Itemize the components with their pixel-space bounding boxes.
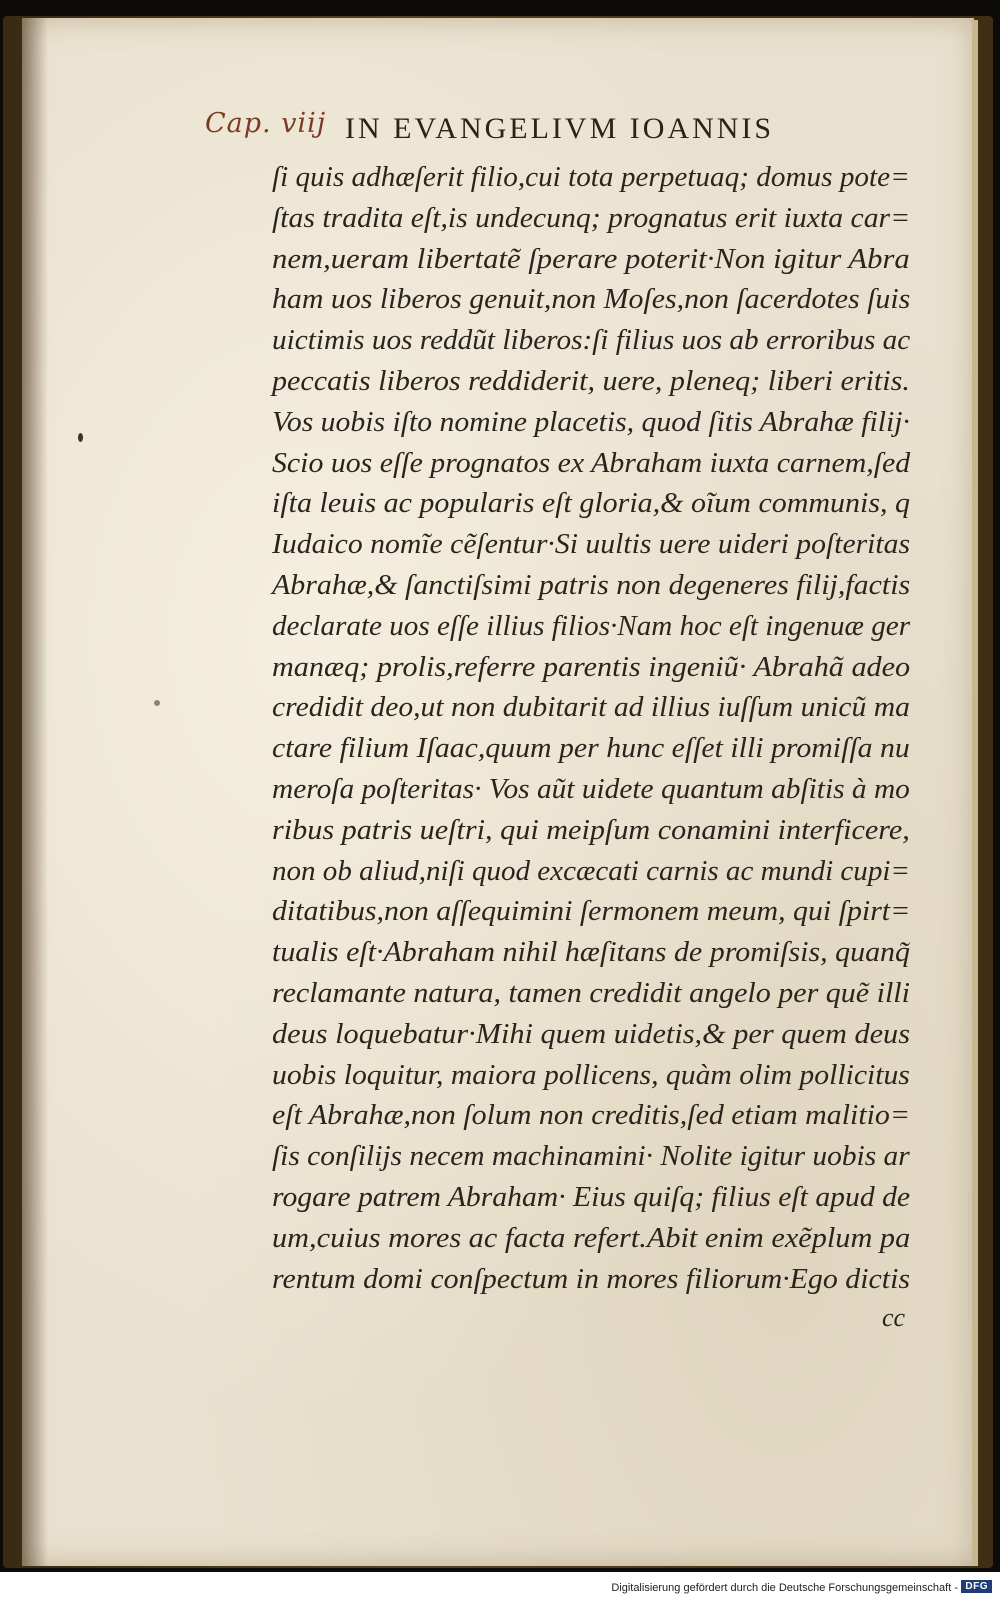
text-line: ham uos liberos genuit,non Moſes,non ſacerdotes ſuis bbox=[272, 283, 911, 316]
text-line: uobis loquitur, maiora pollicens, quàm olim pollicitus bbox=[272, 1058, 910, 1091]
text-line: deus loquebatur·Mihi quem uidetis,& per quem deus bbox=[272, 1017, 911, 1050]
text-line: Scio uos eſſe prognatos ex Abraham iuxta carnem,ſed bbox=[272, 446, 911, 479]
body-text bbox=[272, 157, 922, 1299]
text-line: iſta leuis ac popularis eſt gloria,& oĩum communis, q bbox=[272, 487, 911, 520]
page-edge bbox=[972, 20, 978, 1566]
text-line: ditatibus,non aſſequimini ſermonem meum, qui ſpirt= bbox=[272, 895, 911, 928]
text-line: meroſa poſteritas· Vos aũt uidete quantum abſitis à mo bbox=[272, 772, 910, 805]
text-line: um,cuius mores ac facta refert.Abit enim exẽplum pa bbox=[272, 1221, 911, 1254]
text-line: Abrahæ,& ſanctiſsimi patris non degeneres filij,factis bbox=[272, 568, 911, 601]
text-line: Iudaico nomĩe cẽſentur·Si uultis uere uideri poſteritas bbox=[272, 528, 911, 561]
text-line: ſtas tradita eſt,is undecunq; prognatus erit iuxta car= bbox=[272, 201, 911, 234]
text-line: rogare patrem Abraham· Eius quiſq; filius eſt apud de bbox=[272, 1180, 911, 1213]
dfg-logo: DFG bbox=[961, 1580, 992, 1593]
text-line: ctare filium Iſaac,quum per hunc eſſet illi promiſſa nu bbox=[272, 732, 910, 765]
signature-mark: cc bbox=[882, 1303, 906, 1332]
text-line: tualis eſt·Abraham nihil hæſitans de promiſsis, quanq̃ bbox=[272, 936, 911, 969]
ink-speck bbox=[154, 700, 160, 706]
text-line: declarate uos eſſe illius filios·Nam hoc eſt ingenuæ ger bbox=[272, 609, 911, 642]
text-line: non ob aliud,niſi quod excæcati carnis ac mundi cupi= bbox=[272, 854, 910, 887]
text-line: ſi quis adhæſerit filio,cui tota perpetuaq; domus pote= bbox=[272, 161, 910, 193]
running-title: IN EVANGELIVM IOANNIS bbox=[345, 112, 775, 145]
text-line: credidit deo,ut non dubitarit ad illius iuſſum unicũ ma bbox=[272, 691, 910, 724]
text-line: Vos uobis iſto nomine placetis, quod ſitis Abrahæ filij· bbox=[272, 405, 910, 438]
text-line: nem,ueram libertatẽ ſperare poterit·Non igitur Abra bbox=[272, 242, 910, 275]
text-line: rentum domi conſpectum in mores filiorum·Ego dictis bbox=[272, 1262, 911, 1295]
text-line: ribus patris ueſtri, qui meipſum conamini interficere, bbox=[272, 813, 910, 846]
text-line: uictimis uos reddũt liberos:ſi filius uos ab erroribus ac bbox=[272, 324, 911, 357]
text-line: manæq; prolis,referre parentis ingeniũ· Abrahã adeo bbox=[272, 650, 911, 683]
marginal-note: Cap. viij bbox=[205, 108, 327, 139]
text-line: reclamante natura, tamen credidit angelo per quẽ illi bbox=[272, 976, 910, 1009]
ink-speck bbox=[78, 433, 83, 442]
page-header bbox=[205, 108, 865, 152]
text-line: ſis conſilijs necem machinamini· Nolite igitur uobis ar bbox=[272, 1140, 910, 1173]
footer-bar bbox=[0, 1572, 1000, 1606]
text-line: eſt Abrahæ,non ſolum non creditis,ſed etiam malitio= bbox=[272, 1099, 911, 1132]
footer-credit: Digitalisierung gefördert durch die Deutsche Forschungsgemeinschaft - bbox=[611, 1582, 958, 1594]
gutter-shadow bbox=[22, 18, 48, 1566]
text-line: peccatis liberos reddiderit, uere, pleneq; liberi eritis. bbox=[272, 364, 910, 397]
